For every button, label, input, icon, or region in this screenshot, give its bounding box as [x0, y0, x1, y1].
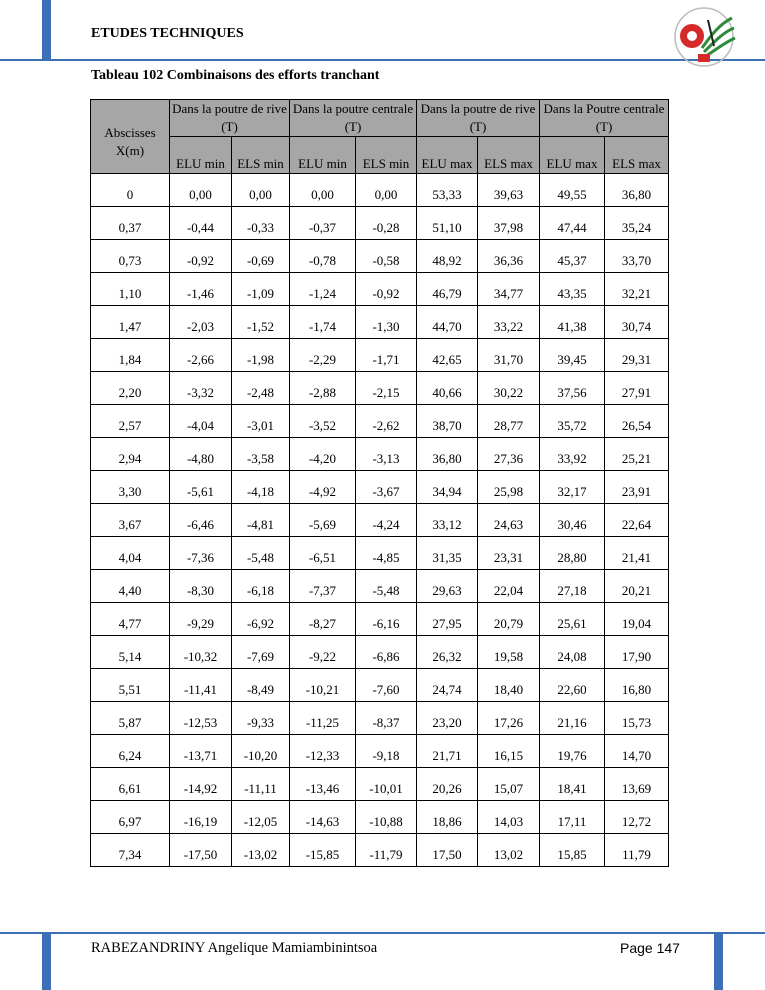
abscisse-cell: 5,87 — [91, 702, 170, 735]
value-cell: 18,40 — [478, 669, 540, 702]
value-cell: 45,37 — [540, 240, 605, 273]
value-cell: 14,70 — [605, 735, 669, 768]
value-cell: -2,62 — [356, 405, 417, 438]
value-cell: -0,78 — [290, 240, 356, 273]
value-cell: -13,02 — [232, 834, 290, 867]
footer-author: RABEZANDRINY Angelique Mamiambinintsoa — [91, 940, 378, 956]
value-cell: -11,79 — [356, 834, 417, 867]
value-cell: -11,11 — [232, 768, 290, 801]
value-cell: -12,53 — [170, 702, 232, 735]
table-row — [91, 372, 669, 405]
value-cell: -5,48 — [356, 570, 417, 603]
value-cell: 23,31 — [478, 537, 540, 570]
value-cell: 16,80 — [605, 669, 669, 702]
value-cell: 18,86 — [417, 801, 478, 834]
value-cell: 47,44 — [540, 207, 605, 240]
value-cell: 16,15 — [478, 735, 540, 768]
header-abscisses: Abscisses X(m) — [91, 100, 170, 174]
value-cell: -7,36 — [170, 537, 232, 570]
value-cell: 34,94 — [417, 471, 478, 504]
value-cell: -14,63 — [290, 801, 356, 834]
value-cell: 21,41 — [605, 537, 669, 570]
value-cell: -6,16 — [356, 603, 417, 636]
table-row — [91, 471, 669, 504]
value-cell: 46,79 — [417, 273, 478, 306]
value-cell: 20,79 — [478, 603, 540, 636]
value-cell: -0,33 — [232, 207, 290, 240]
abscisse-cell: 0,37 — [91, 207, 170, 240]
value-cell: -2,03 — [170, 306, 232, 339]
abscisse-cell: 1,84 — [91, 339, 170, 372]
value-cell: 17,26 — [478, 702, 540, 735]
value-cell: 25,98 — [478, 471, 540, 504]
value-cell: 43,35 — [540, 273, 605, 306]
table-row — [91, 735, 669, 768]
value-cell: -1,52 — [232, 306, 290, 339]
value-cell: -3,67 — [356, 471, 417, 504]
abscisse-cell: 5,51 — [91, 669, 170, 702]
value-cell: -5,61 — [170, 471, 232, 504]
value-cell: -8,27 — [290, 603, 356, 636]
value-cell: -12,05 — [232, 801, 290, 834]
header-group-1: Dans la poutre de rive (T) — [170, 100, 290, 137]
value-cell: 20,21 — [605, 570, 669, 603]
table-caption: Tableau 102 Combinaisons des efforts tranchant — [91, 68, 380, 83]
value-cell: -6,51 — [290, 537, 356, 570]
value-cell: -1,46 — [170, 273, 232, 306]
value-cell: -4,18 — [232, 471, 290, 504]
subheader: ELS min — [232, 137, 290, 174]
value-cell: 37,98 — [478, 207, 540, 240]
value-cell: 33,70 — [605, 240, 669, 273]
value-cell: -10,88 — [356, 801, 417, 834]
value-cell: 33,92 — [540, 438, 605, 471]
value-cell: -6,46 — [170, 504, 232, 537]
table-row — [91, 768, 669, 801]
value-cell: 24,74 — [417, 669, 478, 702]
value-cell: -9,22 — [290, 636, 356, 669]
value-cell: 17,50 — [417, 834, 478, 867]
value-cell: 0,00 — [170, 174, 232, 207]
value-cell: -8,37 — [356, 702, 417, 735]
value-cell: -0,92 — [356, 273, 417, 306]
value-cell: 21,16 — [540, 702, 605, 735]
value-cell: -5,69 — [290, 504, 356, 537]
value-cell: -3,58 — [232, 438, 290, 471]
header-group-2: Dans la poutre centrale (T) — [290, 100, 417, 137]
value-cell: -1,09 — [232, 273, 290, 306]
value-cell: -1,98 — [232, 339, 290, 372]
value-cell: 23,20 — [417, 702, 478, 735]
table-row — [91, 207, 669, 240]
value-cell: 33,22 — [478, 306, 540, 339]
value-cell: 36,80 — [605, 174, 669, 207]
value-cell: -11,25 — [290, 702, 356, 735]
subheader: ELS max — [605, 137, 669, 174]
abscisse-cell: 2,94 — [91, 438, 170, 471]
footer-right-bar — [714, 933, 723, 990]
value-cell: 17,11 — [540, 801, 605, 834]
value-cell: -5,48 — [232, 537, 290, 570]
value-cell: -7,60 — [356, 669, 417, 702]
abscisse-cell: 1,10 — [91, 273, 170, 306]
value-cell: 39,63 — [478, 174, 540, 207]
value-cell: 19,58 — [478, 636, 540, 669]
value-cell: -6,86 — [356, 636, 417, 669]
value-cell: -6,92 — [232, 603, 290, 636]
table-row — [91, 339, 669, 372]
value-cell: -10,21 — [290, 669, 356, 702]
value-cell: 28,77 — [478, 405, 540, 438]
subheader: ELS max — [478, 137, 540, 174]
value-cell: -17,50 — [170, 834, 232, 867]
value-cell: -2,88 — [290, 372, 356, 405]
value-cell: -1,71 — [356, 339, 417, 372]
value-cell: 36,36 — [478, 240, 540, 273]
table-row — [91, 273, 669, 306]
shear-force-table — [90, 99, 669, 867]
abscisse-cell: 4,04 — [91, 537, 170, 570]
table-row — [91, 174, 669, 207]
value-cell: -6,18 — [232, 570, 290, 603]
value-cell: -13,46 — [290, 768, 356, 801]
value-cell: -0,28 — [356, 207, 417, 240]
value-cell: -10,01 — [356, 768, 417, 801]
abscisse-cell: 2,20 — [91, 372, 170, 405]
value-cell: 53,33 — [417, 174, 478, 207]
value-cell: 32,17 — [540, 471, 605, 504]
value-cell: 24,63 — [478, 504, 540, 537]
value-cell: -2,66 — [170, 339, 232, 372]
table-row — [91, 669, 669, 702]
value-cell: 26,54 — [605, 405, 669, 438]
value-cell: -1,74 — [290, 306, 356, 339]
abscisse-cell: 4,77 — [91, 603, 170, 636]
value-cell: 36,80 — [417, 438, 478, 471]
table-row — [91, 801, 669, 834]
value-cell: 34,77 — [478, 273, 540, 306]
table-row — [91, 834, 669, 867]
value-cell: -4,92 — [290, 471, 356, 504]
value-cell: 27,18 — [540, 570, 605, 603]
value-cell: 14,03 — [478, 801, 540, 834]
value-cell: -0,37 — [290, 207, 356, 240]
value-cell: -4,80 — [170, 438, 232, 471]
value-cell: -7,37 — [290, 570, 356, 603]
value-cell: 30,74 — [605, 306, 669, 339]
value-cell: -1,24 — [290, 273, 356, 306]
value-cell: 18,41 — [540, 768, 605, 801]
value-cell: -2,48 — [232, 372, 290, 405]
value-cell: -4,24 — [356, 504, 417, 537]
value-cell: -16,19 — [170, 801, 232, 834]
subheader: ELU min — [170, 137, 232, 174]
abscisse-cell: 2,57 — [91, 405, 170, 438]
abscisse-cell: 0,73 — [91, 240, 170, 273]
value-cell: 19,04 — [605, 603, 669, 636]
value-cell: 30,46 — [540, 504, 605, 537]
footer-left-bar — [42, 933, 51, 990]
abscisse-cell: 0 — [91, 174, 170, 207]
value-cell: -0,69 — [232, 240, 290, 273]
value-cell: 0,00 — [232, 174, 290, 207]
value-cell: -3,13 — [356, 438, 417, 471]
value-cell: 32,21 — [605, 273, 669, 306]
value-cell: 37,56 — [540, 372, 605, 405]
value-cell: 31,70 — [478, 339, 540, 372]
abscisse-cell: 3,67 — [91, 504, 170, 537]
value-cell: -2,15 — [356, 372, 417, 405]
value-cell: -14,92 — [170, 768, 232, 801]
subheader: ELU max — [540, 137, 605, 174]
value-cell: 26,32 — [417, 636, 478, 669]
table-row — [91, 603, 669, 636]
subheader: ELU min — [290, 137, 356, 174]
abscisse-cell: 3,30 — [91, 471, 170, 504]
table-row — [91, 306, 669, 339]
value-cell: 15,07 — [478, 768, 540, 801]
table-row — [91, 405, 669, 438]
university-logo — [668, 6, 740, 68]
value-cell: 11,79 — [605, 834, 669, 867]
value-cell: 35,24 — [605, 207, 669, 240]
table-body — [91, 174, 669, 867]
value-cell: 0,00 — [290, 174, 356, 207]
value-cell: -7,69 — [232, 636, 290, 669]
subheader: ELS min — [356, 137, 417, 174]
value-cell: -11,41 — [170, 669, 232, 702]
value-cell: 27,36 — [478, 438, 540, 471]
value-cell: 41,38 — [540, 306, 605, 339]
value-cell: -3,01 — [232, 405, 290, 438]
value-cell: 17,90 — [605, 636, 669, 669]
subheader: ELU max — [417, 137, 478, 174]
value-cell: 15,85 — [540, 834, 605, 867]
abscisse-cell: 6,97 — [91, 801, 170, 834]
value-cell: 15,73 — [605, 702, 669, 735]
abscisse-cell: 1,47 — [91, 306, 170, 339]
abscisse-cell: 6,61 — [91, 768, 170, 801]
value-cell: -10,32 — [170, 636, 232, 669]
value-cell: -3,52 — [290, 405, 356, 438]
value-cell: 42,65 — [417, 339, 478, 372]
value-cell: -0,44 — [170, 207, 232, 240]
table-row — [91, 240, 669, 273]
value-cell: -9,33 — [232, 702, 290, 735]
value-cell: 25,61 — [540, 603, 605, 636]
value-cell: 31,35 — [417, 537, 478, 570]
value-cell: 28,80 — [540, 537, 605, 570]
value-cell: 21,71 — [417, 735, 478, 768]
value-cell: 25,21 — [605, 438, 669, 471]
value-cell: 51,10 — [417, 207, 478, 240]
value-cell: 22,04 — [478, 570, 540, 603]
table-row — [91, 702, 669, 735]
value-cell: -0,58 — [356, 240, 417, 273]
value-cell: 29,63 — [417, 570, 478, 603]
value-cell: 24,08 — [540, 636, 605, 669]
table-row — [91, 570, 669, 603]
value-cell: -4,04 — [170, 405, 232, 438]
value-cell: 19,76 — [540, 735, 605, 768]
table-row — [91, 636, 669, 669]
value-cell: 44,70 — [417, 306, 478, 339]
value-cell: -10,20 — [232, 735, 290, 768]
value-cell: -2,29 — [290, 339, 356, 372]
value-cell: -15,85 — [290, 834, 356, 867]
value-cell: 39,45 — [540, 339, 605, 372]
value-cell: 0,00 — [356, 174, 417, 207]
value-cell: 27,95 — [417, 603, 478, 636]
value-cell: 49,55 — [540, 174, 605, 207]
value-cell: 13,69 — [605, 768, 669, 801]
value-cell: -4,85 — [356, 537, 417, 570]
value-cell: 13,02 — [478, 834, 540, 867]
value-cell: 20,26 — [417, 768, 478, 801]
value-cell: -13,71 — [170, 735, 232, 768]
page-number: Page 147 — [620, 940, 680, 956]
value-cell: -8,30 — [170, 570, 232, 603]
value-cell: -9,18 — [356, 735, 417, 768]
abscisse-cell: 7,34 — [91, 834, 170, 867]
header-rule — [0, 59, 765, 61]
value-cell: 29,31 — [605, 339, 669, 372]
value-cell: -3,32 — [170, 372, 232, 405]
value-cell: 48,92 — [417, 240, 478, 273]
value-cell: -4,81 — [232, 504, 290, 537]
value-cell: -12,33 — [290, 735, 356, 768]
value-cell: -0,92 — [170, 240, 232, 273]
value-cell: -1,30 — [356, 306, 417, 339]
value-cell: 12,72 — [605, 801, 669, 834]
value-cell: 40,66 — [417, 372, 478, 405]
value-cell: -8,49 — [232, 669, 290, 702]
table-row — [91, 537, 669, 570]
value-cell: -9,29 — [170, 603, 232, 636]
value-cell: 38,70 — [417, 405, 478, 438]
header-title: ETUDES TECHNIQUES — [91, 26, 244, 41]
value-cell: 22,60 — [540, 669, 605, 702]
value-cell: 27,91 — [605, 372, 669, 405]
abscisse-cell: 5,14 — [91, 636, 170, 669]
value-cell: 23,91 — [605, 471, 669, 504]
value-cell: 35,72 — [540, 405, 605, 438]
header-group-4: Dans la Poutre centrale (T) — [540, 100, 669, 137]
header-group-3: Dans la poutre de rive (T) — [417, 100, 540, 137]
footer-rule — [0, 932, 765, 934]
abscisse-cell: 4,40 — [91, 570, 170, 603]
value-cell: 33,12 — [417, 504, 478, 537]
value-cell: -4,20 — [290, 438, 356, 471]
value-cell: 30,22 — [478, 372, 540, 405]
header-left-bar — [42, 0, 51, 60]
table-row — [91, 504, 669, 537]
table-row — [91, 438, 669, 471]
abscisse-cell: 6,24 — [91, 735, 170, 768]
value-cell: 22,64 — [605, 504, 669, 537]
